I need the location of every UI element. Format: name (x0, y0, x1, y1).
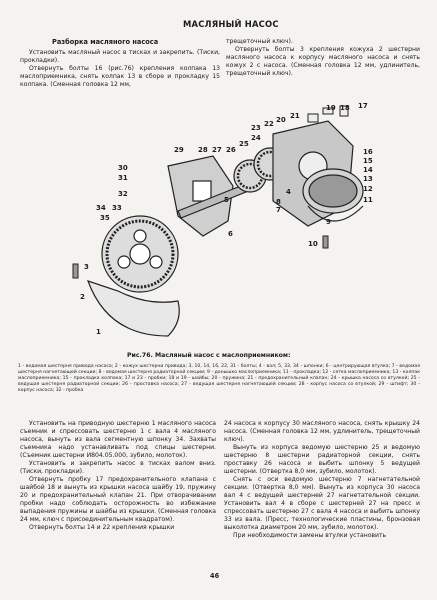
svg-text:29: 29 (174, 146, 184, 154)
svg-text:14: 14 (363, 166, 373, 174)
svg-text:28: 28 (198, 146, 208, 154)
subheading: Разборка масляного насоса (52, 38, 159, 46)
svg-text:7: 7 (276, 206, 281, 214)
svg-text:35: 35 (100, 214, 110, 222)
svg-text:9: 9 (326, 218, 331, 226)
svg-text:31: 31 (118, 174, 128, 182)
svg-text:16: 16 (363, 148, 373, 156)
svg-text:26: 26 (226, 146, 236, 154)
svg-text:21: 21 (290, 112, 300, 120)
top-right-column (226, 38, 420, 78)
bottom-left-column (20, 420, 216, 532)
svg-text:34: 34 (96, 204, 106, 212)
svg-text:4: 4 (286, 188, 291, 196)
paragraph: Отвернуть болты 16 (рис.76) крепления колпака 13 маслоприемника, снять колпак 13 в сборе и прокладку 15 колпака. (Сменная головка 12 мм, (20, 65, 220, 88)
bottom-right-column (224, 420, 420, 540)
paragraph: трещеточный ключ). (226, 38, 293, 45)
svg-text:17: 17 (358, 102, 368, 110)
svg-text:12: 12 (363, 185, 373, 193)
svg-text:33: 33 (112, 204, 122, 212)
svg-text:6: 6 (228, 230, 233, 238)
paragraph: Установить и закрепить насос в тисках валом вниз. (Тиски, прокладки). (20, 460, 216, 475)
top-left-column (20, 38, 220, 89)
svg-text:20: 20 (276, 116, 286, 124)
page-number: 46 (210, 572, 220, 580)
svg-text:27: 27 (212, 146, 222, 154)
paragraph: Отвернуть пробку 17 предохранительного клапана с шайбой 18 и вынуть из крышки насоса шайбу 19, пружину 20 и предохранительный клапан 21. При отворачивании пробки надо соблюдать осторожность во избежание выпадения пружины и шайбы из крышки. (Сменная головка 24 мм, ключ с присоединительным квадратом). (20, 476, 216, 523)
svg-text:11: 11 (363, 196, 373, 204)
svg-text:19: 19 (326, 104, 336, 112)
paragraph: Вынуть из корпуса ведомую шестерню 25 и ведомую шестерню 8 шестерни радиаторной секции, снять проставку 26 насоса и выбить шпонку 5 ведущей шестерни. (Отвертка 8,0 мм, зубило, молоток). (224, 444, 420, 475)
page-header: МАСЛЯНЫЙ НАСОС (183, 19, 279, 29)
svg-text:25: 25 (239, 140, 249, 148)
svg-text:22: 22 (264, 120, 274, 128)
svg-text:3: 3 (84, 263, 89, 271)
paragraph: Отвернуть болты 3 крепления кожуха 2 шестерни масляного насоса к корпусу масляного насоса и снять кожух 2 с насоса. (Сменная головка 12 мм, удлинитель, трещеточный ключ). (226, 46, 420, 77)
figure-caption: Рис.76. Масляный насос с маслоприемником: (127, 352, 291, 359)
paragraph: Установить масляный насос в тисках и закрепить. (Тиски, прокладки). (20, 49, 220, 64)
svg-text:13: 13 (363, 175, 373, 183)
drive-gear (102, 216, 178, 292)
exploded-view-figure (18, 96, 420, 348)
svg-text:32: 32 (118, 190, 128, 198)
svg-text:2: 2 (80, 293, 85, 301)
svg-text:23: 23 (251, 124, 261, 132)
svg-text:15: 15 (363, 157, 373, 165)
paragraph: 24 насоса к корпусу 30 масляного насоса, снять крышку 24 насоса. (Сменная головка 12 мм, удлинитель, трещеточный ключ). (224, 420, 420, 443)
svg-text:5: 5 (224, 196, 229, 204)
oil-pump-drawing (18, 96, 420, 348)
paragraph: Установить на приводную шестерню 1 масляного насоса съемник и спрессовать шестерню 1 с вала 4 масляного насоса, вынуть из вала сегментную шпонку 34. Захваты съемника надо устанавливать под спицы шестерни. (Съемник шестерни И804.05.000, зубило, молоток). (20, 420, 216, 459)
paragraph: Снять с оси ведомую шестерню 7 нагнетательной секции. (Отвертка 8,0 мм). Вынуть из корпуса 30 насоса вал 4 с ведущей шестерней 27 нагнетательной секции. Установить вал 4 в сборе с шестерней 27 на пресс и спрессовать шестерню 27 с вала 4 насоса и выбить шпонку 33 из вала. (Пресс, технологические пластины, бронзовая выколотка диаметром 20 мм, зубило, молоток). (224, 476, 420, 531)
figure-legend: 1 - ведомая шестерня привода насоса; 2 - кожух шестерни привода; 3, 10, 14, 16, 22, 31 - болты; 4 - вал; 5, 33, 34 - шпонки; 6 - центрирующая втулка; 7 - ведомая шестерня нагнетающей секции; 8 - ведомая шестерня радиаторной секции; 9 - донышко маслоприемника; 11 - прокладка; 12 - сетка маслоприемника; 13 - колпак маслоприемника; 15 - прокладка колпака; 17 и 23 - пробки; 18 и 19 - шайбы; 20 - пружина; 21 - предохранительный клапан; 24 - крышка насоса со втулкой; 25 - ведущая шестерня радиаторной секции; 26 - проставка насоса; 27 - ведущая шестерня нагнетающей секции; 28 - корпус насоса со втулкой; 29 - штифт; 30 - корпус насоса; 32 - пробка (18, 364, 420, 393)
paragraph: Отвернуть болты 14 и 22 крепления крышки (29, 524, 175, 531)
svg-text:10: 10 (308, 240, 318, 248)
svg-text:1: 1 (96, 328, 101, 336)
svg-text:30: 30 (118, 164, 128, 172)
svg-text:24: 24 (251, 134, 261, 142)
svg-text:18: 18 (340, 104, 350, 112)
paragraph: При необходимости замены втулки установить (233, 532, 387, 539)
svg-text:8: 8 (276, 198, 281, 206)
